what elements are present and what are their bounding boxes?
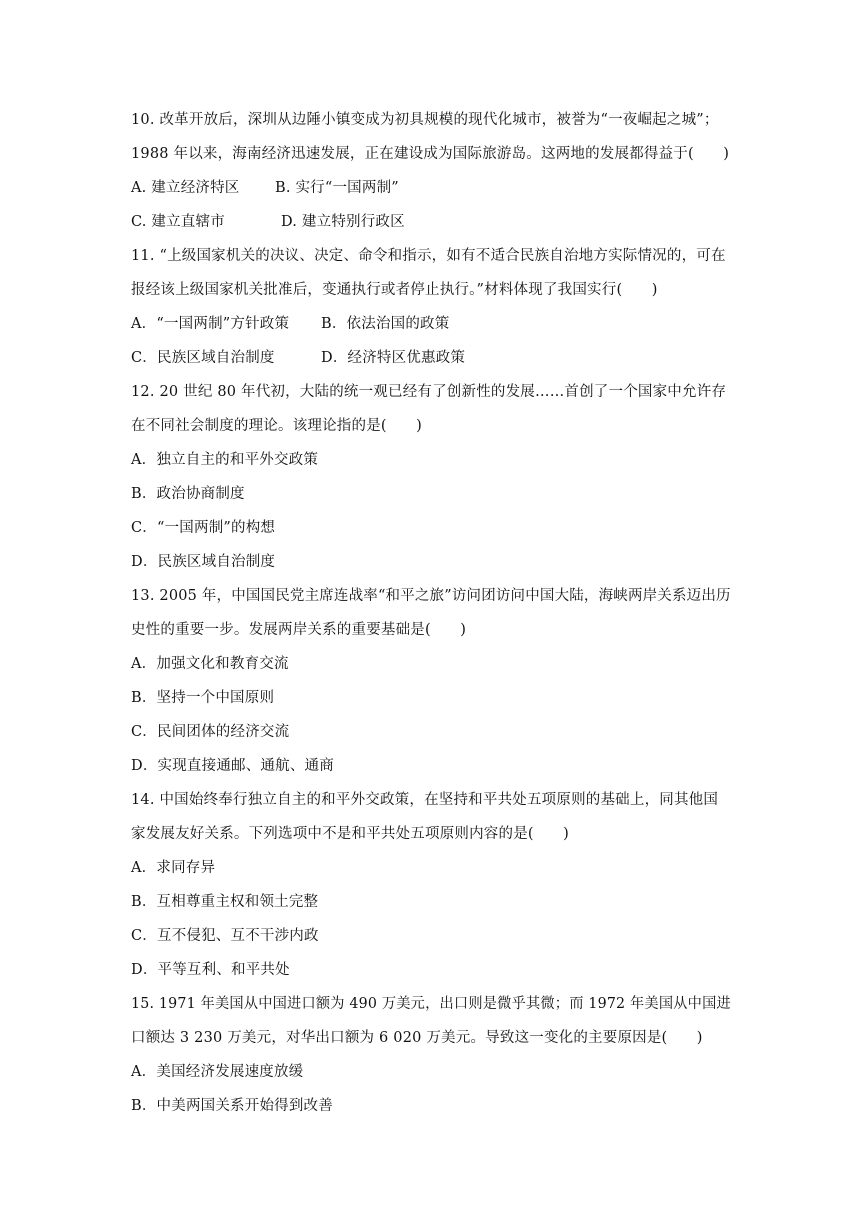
question-10-option-d: D. 建立特别行政区 [281,214,405,230]
question-15-option-a: A．美国经济发展速度放缓 [131,1064,304,1080]
question-15-stem-line-1: 15. 1971 年美国从中国进口额为 490 万美元，出口则是微乎其微；而 1972 年美国从中国进 [131,996,731,1012]
question-10-stem-line-1: 10. 改革开放后，深圳从边陲小镇变成为初具规模的现代化城市，被誉为“一夜崛起之城”； [131,112,719,128]
question-12-option-a: A．独立自主的和平外交政策 [131,452,319,468]
question-10-option-c: C. 建立直辖市 [131,214,225,230]
question-14-option-b: B．互相尊重主权和领土完整 [131,894,319,910]
question-11-option-d: D．经济特区优惠政策 [321,350,466,366]
question-13-option-a: A．加强文化和教育交流 [131,656,289,672]
question-10-option-a: A. 建立经济特区 [131,180,240,196]
question-14-stem-line-1: 14. 中国始终奉行独立自主的和平外交政策，在坚持和平共处五项原则的基础上，同其他国 [131,792,719,808]
question-11-option-row-1 [131,314,450,334]
question-13-option-b: B．坚持一个中国原则 [131,690,275,706]
question-12-option-c: C．“一国两制”的构想 [131,520,276,536]
question-11-option-b: B．依法治国的政策 [321,316,450,332]
question-11-stem-line-1: 11. “上级国家机关的决议、决定、命令和指示，如有不适合民族自治地方实际情况的，可在 [131,248,726,264]
question-13-stem-line-1: 13. 2005 年，中国国民党主席连战率“和平之旅”访问团访问中国大陆，海峡两岸关系迈出历 [131,588,731,604]
question-12-option-d: D．民族区域自治制度 [131,554,276,570]
question-12-option-b: B．政治协商制度 [131,486,245,502]
question-14-option-c: C．互不侵犯、互不干涉内政 [131,928,319,944]
question-13-option-c: C．民间团体的经济交流 [131,724,290,740]
question-11-option-c: C．民族区域自治制度 [131,350,275,366]
question-15-stem-line-2: 口额达 3 230 万美元，对华出口额为 6 020 万美元。导致这一变化的主要原因是( ) [131,1030,703,1046]
question-13-stem-line-2: 史性的重要一步。发展两岸关系的重要基础是( ) [131,622,467,638]
question-10-option-row-1 [131,178,399,198]
question-14-option-a: A．求同存异 [131,860,216,876]
question-15-option-b: B．中美两国关系开始得到改善 [131,1098,333,1114]
question-11-option-row-2 [131,348,466,368]
question-14-option-d: D．平等互利、和平共处 [131,962,290,978]
question-10-option-b: B. 实行“一国两制” [275,180,399,196]
question-14-stem-line-2: 家发展友好关系。下列选项中不是和平共处五项原则内容的是( ) [131,826,570,842]
question-12-stem-line-2: 在不同社会制度的理论。该理论指的是( ) [131,418,423,434]
question-13-option-d: D．实现直接通邮、通航、通商 [131,758,334,774]
question-11-stem-line-2: 报经该上级国家机关批准后，变通执行或者停止执行。”材料体现了我国实行( ) [131,282,658,298]
question-12-stem-line-1: 12. 20 世纪 80 年代初，大陆的统一观已经有了创新性的发展……首创了一个国家中允许存 [131,384,727,400]
question-10-option-row-2 [131,212,405,232]
question-10-stem-line-2: 1988 年以来，海南经济迅速发展，正在建设成为国际旅游岛。这两地的发展都得益于( ) [131,146,730,162]
question-11-option-a: A．“一国两制”方针政策 [131,316,290,332]
